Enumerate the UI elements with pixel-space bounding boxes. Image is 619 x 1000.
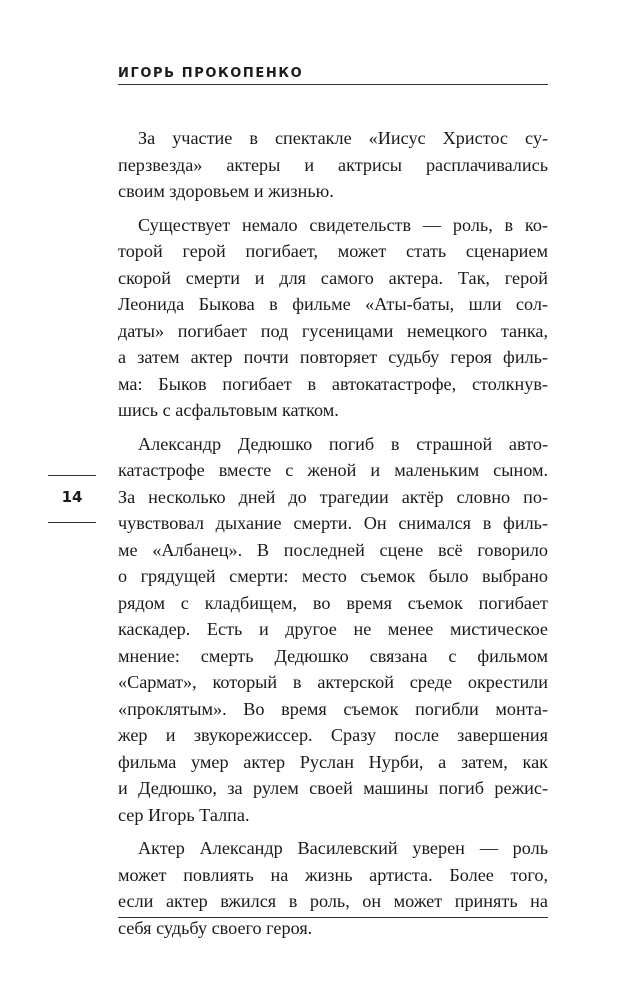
text-line: «Сармат», который в актерской среде окрестили [118, 672, 548, 692]
text-line: сер Игорь Талпа. [118, 804, 250, 825]
text-line: если актер вжился в роль, он может принять на [118, 891, 548, 911]
text-line: мнение: смерть Дедюшко связана с фильмом [118, 645, 548, 666]
text-line: Актер Александр Василевский уверен — роль [138, 838, 548, 858]
paragraph-2 [118, 212, 548, 424]
text-line: перзвезда» актеры и актрисы расплачивались [118, 154, 548, 175]
header-rule [118, 84, 548, 85]
text-line: своим здоровьем и жизнью. [118, 181, 334, 201]
page-number-rule-top [48, 475, 96, 476]
text-line: За участие в спектакле «Иисус Христос су- [138, 128, 548, 148]
text-line: фильма умер актер Руслан Нурби, а затем, как [118, 751, 548, 772]
text-line: Леонида Быкова в фильме «Аты-баты, шли сол- [118, 294, 548, 314]
text-line: чувствовал дыхание смерти. Он снимался в филь- [118, 513, 548, 533]
page-number: 14 [61, 488, 83, 506]
text-line: жер и звукорежиссер. Сразу после завершения [118, 725, 548, 745]
body-text [118, 125, 548, 948]
text-line: может повлиять на жизнь артиста. Более того, [118, 864, 548, 885]
text-line: Александр Дедюшко погиб в страшной авто- [138, 433, 548, 454]
text-line: ме «Албанец». В последней сцене всё говорило [118, 539, 548, 560]
text-line: Существует немало свидетельств — роль, в ко- [138, 214, 548, 235]
text-line: «проклятым». Во время съемок погибли монта- [118, 698, 548, 719]
text-line: катастрофе вместе с женой и маленьким сыном. [118, 460, 548, 480]
paragraph-4 [118, 835, 548, 941]
text-line: скорой смерти и для самого актера. Так, герой [118, 267, 548, 288]
text-line: торой герой погибает, может стать сценарием [118, 241, 548, 261]
text-line: даты» погибает под гусеницами немецкого танка, [118, 320, 548, 341]
paragraph-1 [118, 125, 548, 205]
text-line: и Дедюшко, за рулем своей машины погиб режис- [118, 778, 548, 798]
text-line: каскадер. Есть и другое не менее мистическое [118, 619, 548, 639]
text-line: себя судьбу своего героя. [118, 917, 313, 938]
text-line: а затем актер почти повторяет судьбу героя филь- [118, 347, 548, 367]
text-line: За несколько дней до трагедии актёр словно по- [118, 486, 548, 507]
paragraph-3 [118, 431, 548, 829]
text-line: рядом с кладбищем, во время съемок погибает [118, 592, 548, 613]
page-number-box [48, 475, 96, 523]
text-line: ма: Быков погибает в автокатастрофе, столкнув- [118, 373, 548, 394]
text-line: шись с асфальтовым катком. [118, 400, 339, 420]
text-line: о грядущей смерти: место съемок было выбрано [118, 566, 548, 586]
page-number-rule-bottom [48, 522, 96, 523]
footer-rule [118, 917, 548, 918]
running-head: ИГОРЬ ПРОКОПЕНКО [118, 66, 304, 81]
